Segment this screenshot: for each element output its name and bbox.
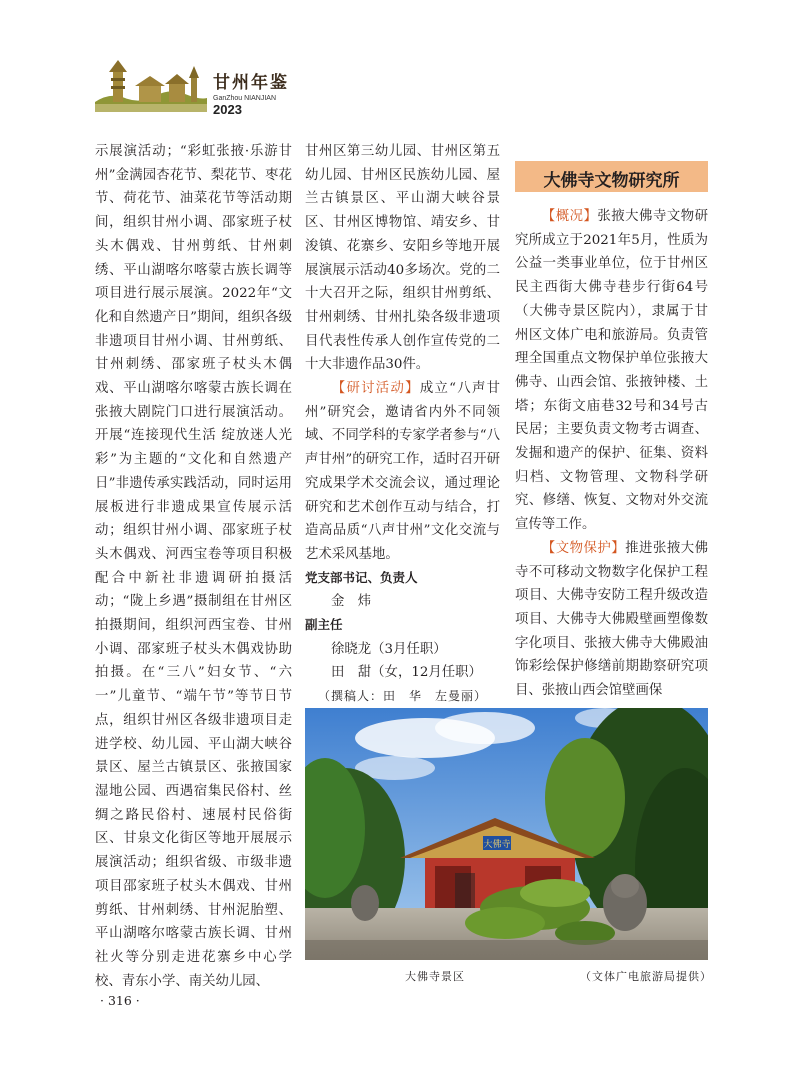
temple-photo bbox=[305, 708, 708, 960]
brand-year: 2023 bbox=[213, 102, 242, 117]
header-landscape-illustration bbox=[95, 58, 207, 112]
protection-tag: 【文物保护】 bbox=[541, 540, 626, 556]
section-title: 大佛寺文物研究所 bbox=[543, 171, 680, 190]
text-column-right bbox=[515, 205, 708, 703]
brand-title: 甘州年鉴 bbox=[213, 73, 289, 93]
temple-scene-illustration bbox=[305, 708, 708, 960]
brand-subtitle: GanZhou NIANJIAN bbox=[213, 95, 277, 102]
page-number: · 316 · bbox=[100, 993, 140, 1008]
paragraph-protection bbox=[515, 537, 708, 703]
text-column-middle bbox=[305, 140, 500, 709]
photo-caption: 大佛寺景区 bbox=[405, 970, 465, 983]
overview-tag: 【概况】 bbox=[541, 209, 598, 224]
paragraph-overview bbox=[515, 205, 708, 537]
role-party-secretary: 党支部书记、负责人 bbox=[305, 570, 418, 585]
temple-sign-text: 大佛寺 bbox=[483, 840, 511, 850]
author-credit: （撰稿人：田 华 左曼丽） bbox=[317, 689, 487, 704]
paragraph-venues: 甘州区第三幼儿园、甘州区第五幼儿园、甘州区民族幼儿园、屋兰古镇景区、平山湖大峡谷景区、甘州区博物馆、靖安乡、甘浚镇、花寨乡、安阳乡等地开展展演展示活动40多场次。党的二十大召开之际，组织甘州剪纸、甘州刺绣、甘州扎染各级非遗项目代表性传承人创作宣传党的二十大非遗作品30件。 bbox=[305, 144, 500, 373]
person-name: 田 甜（女，12月任职） bbox=[331, 665, 482, 681]
paragraph-heritage-activities: 示展演活动；“彩虹张掖·乐游甘州”金满园杏花节、梨花节、枣花节、荷花节、油菜花节等活动期间，组织甘州小调、邵家班子杖头木偶戏、甘州剪纸、甘州刺绣、平山湖喀尔喀蒙古族长调等项目进行展示展演。2022年“文化和自然遗产日”期间，组织各级非遗项目甘州小调、甘州剪纸、甘州刺绣、邵家班子杖头木偶戏、平山湖喀尔喀蒙古族长调在张掖大剧院门口进行展演活动。开展“连接现代生活 绽放迷人光彩”为主题的“文化和自然遗产日”非遗传承实践活动，同时运用展板进行非遗成果宣传展示活动；组织甘州小调、邵家班子杖头木偶戏、河西宝卷等项目积极配合中新社非遗调研拍摄活动；“陇上乡遇”摄制组在甘州区拍摄期间，组织河西宝卷、甘州小调、邵家班子杖头木偶戏协助拍摄。在“三八”妇女节、“六一”儿童节、“端午节”等节日节点，组织甘州区各级非遗项目走进学校、幼儿园、平山湖大峡谷景区、屋兰古镇景区、张掖国家湿地公园、西遇宿集民俗村、丝绸之路民俗村、速展村民俗街区、甘泉文化街区等地开展展示展演活动；组织省级、市级非遗项目邵家班子杖头木偶戏、甘州剪纸、甘州刺绣、甘州泥胎塑、平山湖喀尔喀蒙古族长调、甘州社火等分别走进花寨乡中心学校、青东小学、南关幼儿园、 bbox=[95, 144, 292, 989]
page-header bbox=[95, 58, 325, 117]
text-column-left bbox=[95, 140, 292, 993]
protection-text: 推进张掖大佛寺不可移动文物数字化保护工程项目、大佛寺安防工程升级改造项目、大佛寺大佛殿壁画塑像数字化项目、张掖大佛寺大佛殿油饰彩绘保护修缮前期勘察研究项目、张掖山西会馆壁画保 bbox=[515, 540, 709, 699]
photo-credit: （文体广电旅游局提供） bbox=[580, 970, 712, 983]
overview-text: 张掖大佛寺文物研究所成立于2021年5月，性质为公益一类事业单位，位于甘州区民主西街大佛寺巷步行街64号（大佛寺景区院内），隶属于甘州区文体广电和旅游局。负责管理全国重点文物保护单位张掖大佛寺、山西会馆、张掖钟楼、土塔；东街文庙巷32号和34号古民居；主要负责文物考古调查、发掘和遗产的保护、征集、资料归档、文物管理、文物科学研究、修缮、恢复、文物对外交流宣传等工作。 bbox=[515, 209, 709, 533]
section-heading-box bbox=[515, 161, 708, 192]
research-activity-text: 成立“八声甘州”研究会，邀请省内外不同领域、不同学科的专家学者参与“八声甘州”的研究工作，适时召开研究成果学术交流会议，通过理论研究和艺术创作互动与结合，打造高品质“八声甘州”文化交流与艺术采风基地。 bbox=[305, 381, 500, 562]
yearbook-brand bbox=[213, 68, 289, 117]
research-activity-tag: 【研讨活动】 bbox=[331, 381, 420, 397]
person-name: 徐晓龙（3月任职） bbox=[331, 641, 447, 657]
paragraph-research bbox=[305, 377, 500, 567]
person-name: 金 炜 bbox=[331, 594, 372, 610]
role-deputy-director: 副主任 bbox=[305, 618, 343, 633]
